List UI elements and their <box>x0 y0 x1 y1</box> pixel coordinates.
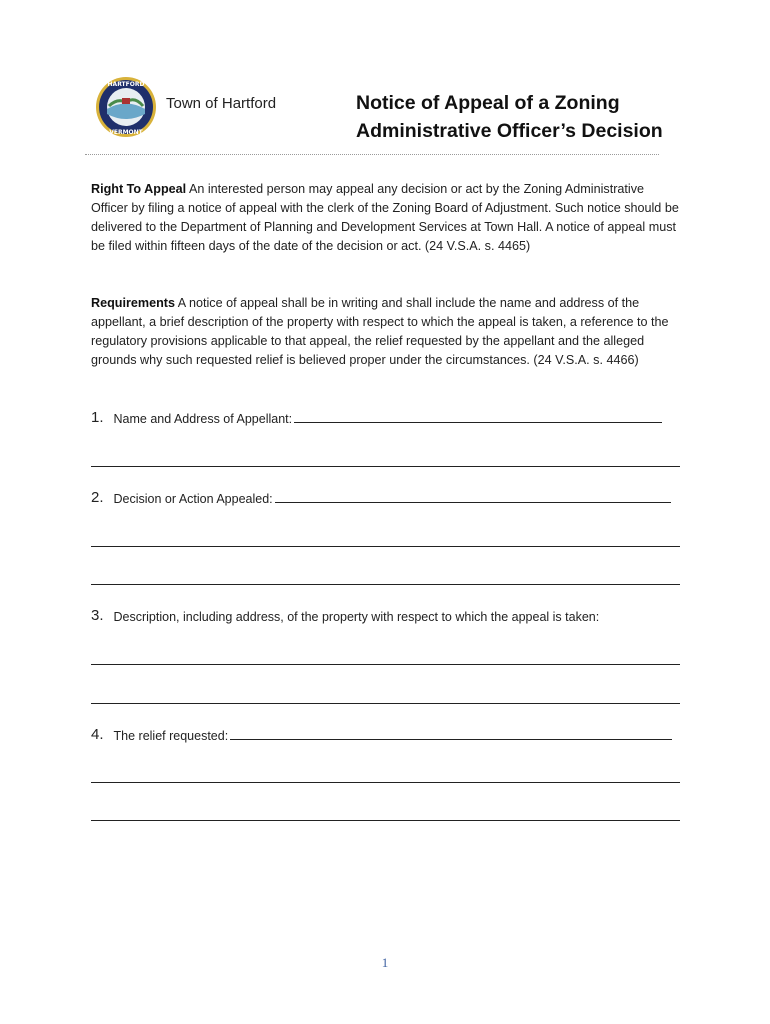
question-4-number: 4. <box>91 726 104 743</box>
town-seal-logo <box>95 76 157 138</box>
question-1-inline-field[interactable] <box>294 422 662 423</box>
header-divider <box>85 154 659 155</box>
page-number: 1 <box>381 955 389 970</box>
requirements-text: A notice of appeal shall be in writing and shall include the name and address of the appellant, a brief description of the property with respect to which the appeal is taken, a reference to the regulatory provisions applicable to that appeal, the relief requested by the appellant and the alleged grounds why such requested relief is believed proper under the circumstances. (24 V.S.A. s. 4466) <box>91 296 669 367</box>
question-2 <box>91 489 671 506</box>
document-title <box>356 89 663 145</box>
question-2-answer-line-1[interactable] <box>91 546 680 547</box>
seal-bottom-text: VERMONT <box>109 129 143 136</box>
question-1-answer-line[interactable] <box>91 466 680 467</box>
question-2-inline-field[interactable] <box>275 502 671 503</box>
question-1-number: 1. <box>91 409 104 426</box>
question-4 <box>91 726 672 743</box>
title-line-2: Administrative Officer’s Decision <box>356 120 663 142</box>
question-3-answer-line-2[interactable] <box>91 703 680 704</box>
question-2-label: Decision or Action Appealed: <box>113 492 273 506</box>
question-3-number: 3. <box>91 607 104 624</box>
town-name: Town of Hartford <box>166 95 277 112</box>
question-4-inline-field[interactable] <box>230 739 672 740</box>
question-2-number: 2. <box>91 489 104 506</box>
question-3-answer-line-1[interactable] <box>91 664 680 665</box>
question-4-label: The relief requested: <box>113 729 229 743</box>
right-to-appeal-heading: Right To Appeal <box>91 182 187 196</box>
right-to-appeal-text: An interested person may appeal any decision or act by the Zoning Administrative Officer by filing a notice of appeal with the clerk of the Zoning Board of Adjustment. Such notice should be delivered to the Department of Planning and Development Services at Town Hall. A notice of appeal must be filed within fifteen days of the date of the decision or act. (24 V.S.A. s. 4465) <box>91 182 679 253</box>
right-to-appeal-paragraph <box>91 180 681 256</box>
title-line-1: Notice of Appeal of a Zoning <box>356 92 620 114</box>
question-1-label: Name and Address of Appellant: <box>113 412 293 426</box>
requirements-heading: Requirements <box>91 296 175 310</box>
question-3-label: Description, including address, of the property with respect to which the appeal is taken: <box>113 610 600 624</box>
question-1 <box>91 409 662 426</box>
question-3 <box>91 607 599 624</box>
question-4-answer-line-1[interactable] <box>91 782 680 783</box>
seal-top-text: HARTFORD <box>107 81 145 88</box>
requirements-paragraph <box>91 294 681 370</box>
question-4-answer-line-2[interactable] <box>91 820 680 821</box>
question-2-answer-line-2[interactable] <box>91 584 680 585</box>
